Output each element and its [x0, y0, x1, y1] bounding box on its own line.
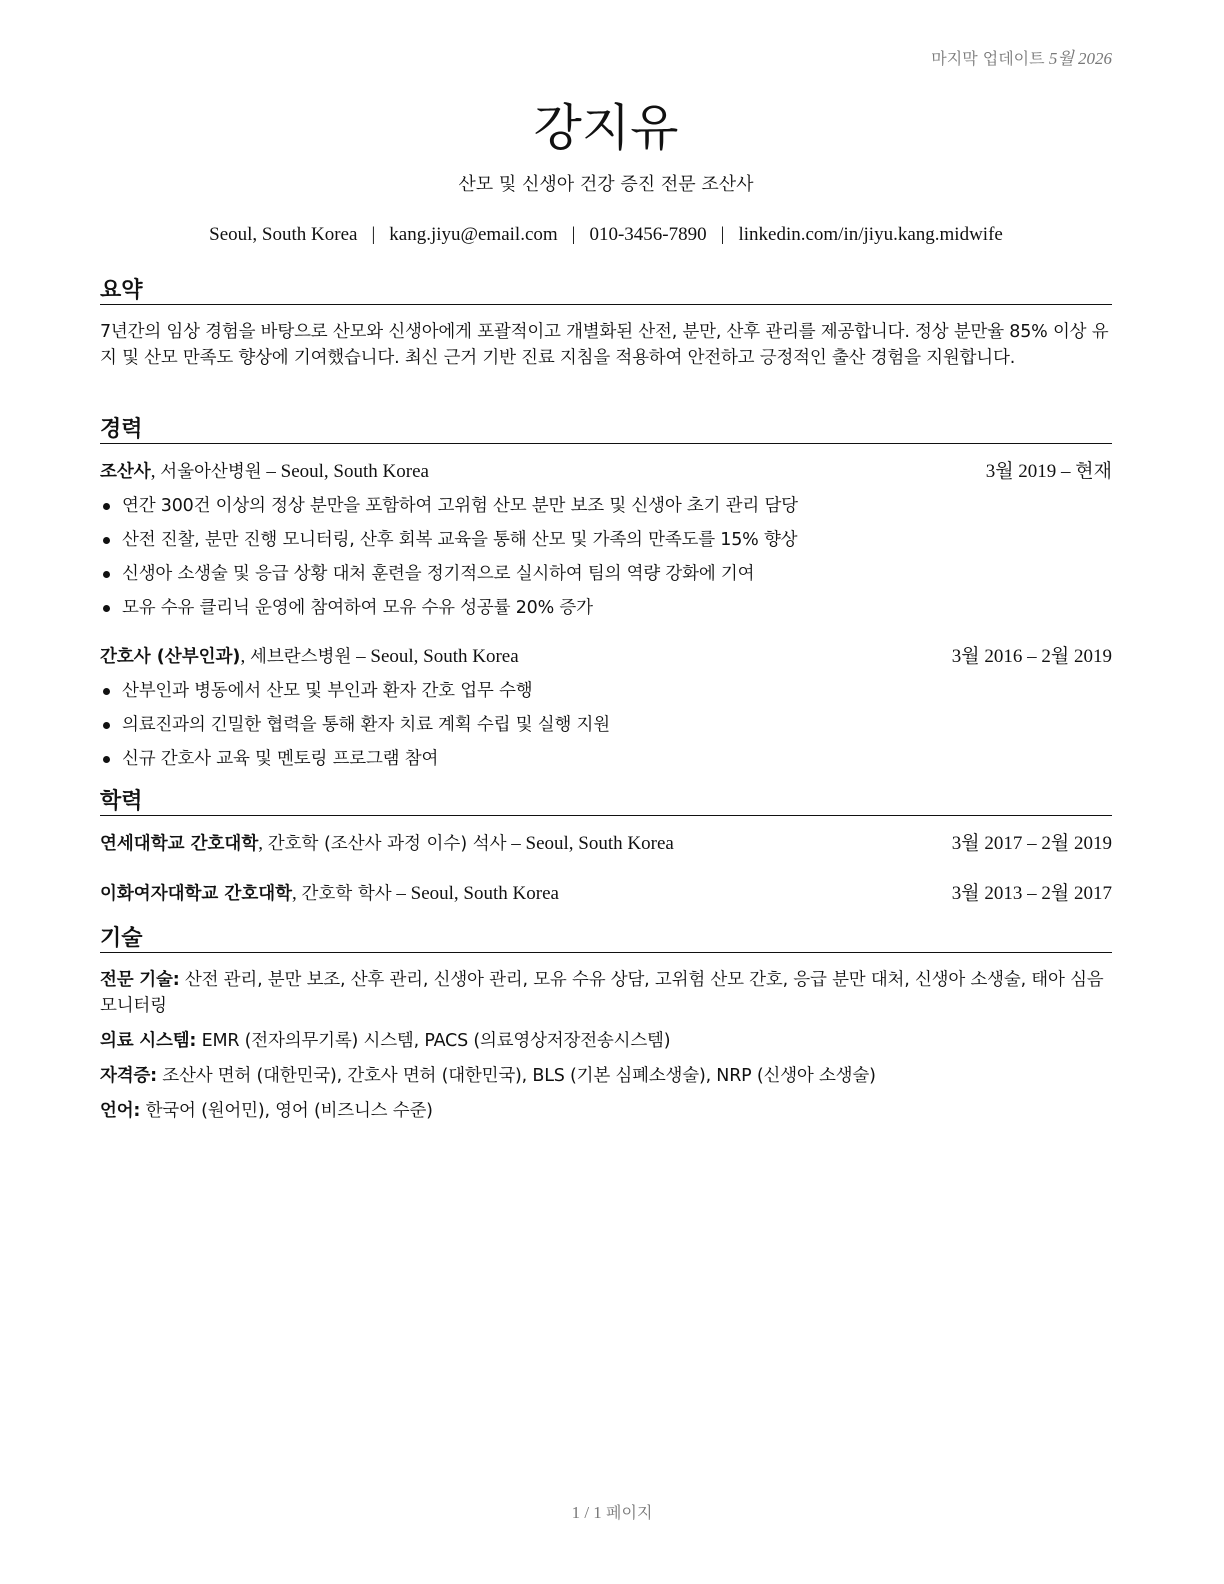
skill-line: [100, 1028, 1112, 1054]
bullet-dot-icon: [103, 688, 110, 695]
experience-entry: [100, 644, 1112, 776]
experience-bullet: [100, 742, 1112, 776]
experience-dates: [986, 459, 1112, 485]
experience-entry-header: [100, 459, 1112, 485]
experience-location: Seoul, South Korea: [370, 646, 519, 667]
experience-bullets: [100, 489, 1112, 625]
experience-entry-heading: 간호사 (산부인과), 세브란스병원 – Seoul, South Korea: [100, 646, 519, 667]
candidate-name: 강지유: [533, 99, 679, 157]
skill-label: 의료 시스템:: [100, 1031, 197, 1051]
education-degree: 간호학 학사: [301, 884, 392, 904]
experience-entry-header: [100, 644, 1112, 670]
skill-label: 언어:: [100, 1101, 141, 1121]
education-location: Seoul, South Korea: [410, 883, 559, 904]
bullet-dot-icon: [103, 605, 110, 612]
experience-dates: [952, 644, 1112, 670]
education-dates: 3월 2013 – 2월 2017: [951, 883, 1112, 904]
bullet-dot-icon: [103, 722, 110, 729]
experience-location: Seoul, South Korea: [280, 461, 429, 482]
bullet-dot-icon: [103, 537, 110, 544]
experience-org: 서울아산병원: [160, 462, 262, 482]
experience-bullet: [100, 674, 1112, 708]
bullet-text: 모유 수유 클리닉 운영에 참여하여 모유 수유 성공률 20% 증가: [122, 598, 593, 618]
education-location: Seoul, South Korea: [525, 833, 674, 854]
summary-text: 7년간의 임상 경험을 바탕으로 산모와 신생아에게 포괄적이고 개별화된 산전, 분만, 산후 관리를 제공합니다. 정상 분만율 85% 이상 유지 및 산모 만족도 향상에 기여했습니다. 최신 근거 기반 진료 지침을 적용하여 안전하고 긍정적인 출산 경험을 지원합니다.: [100, 322, 1109, 368]
education-dates: 3월 2017 – 2월 2019: [951, 833, 1112, 854]
bullet-text: 연간 300건 이상의 정상 분만을 포함하여 고위험 산모 분만 보조 및 신생아 초기 관리 담당: [122, 496, 798, 516]
page-number-value: 1 / 1: [571, 1503, 602, 1522]
education-entry: [100, 831, 1112, 857]
experience-bullet: [100, 591, 1112, 625]
experience-bullet: [100, 523, 1112, 557]
education-school: 연세대학교 간호대학: [100, 834, 259, 854]
experience-role: 조산사: [100, 462, 151, 482]
bullet-text: 산전 진찰, 분만 진행 모니터링, 산후 회복 교육을 통해 산모 및 가족의 만족도를 15% 향상: [122, 530, 798, 550]
education-entry-heading: 연세대학교 간호대학, 간호학 (조산사 과정 이수) 석사 – Seoul, South Korea: [100, 833, 674, 854]
section-title-education: 학력: [100, 787, 1112, 816]
skill-text: 조산사 면허 (대한민국), 간호사 면허 (대한민국), BLS (기본 심폐소생술), NRP (신생아 소생술): [162, 1066, 876, 1086]
page-number-label: 페이지: [606, 1503, 653, 1522]
experience-entry-heading: 조산사, 서울아산병원 – Seoul, South Korea: [100, 461, 429, 482]
bullet-text: 산부인과 병동에서 산모 및 부인과 환자 간호 업무 수행: [122, 681, 533, 701]
education-entry: [100, 881, 1112, 907]
contact-linkedin[interactable]: linkedin.com/in/jiyu.kang.midwife: [738, 224, 1003, 245]
bullet-dot-icon: [103, 571, 110, 578]
contact-line: [100, 224, 1112, 246]
contact-separator: |: [371, 224, 376, 245]
summary-section: [100, 276, 1112, 371]
section-title-summary: 요약: [100, 276, 1112, 305]
section-title-skills: 기술: [100, 924, 1112, 953]
skill-line: [100, 1098, 1112, 1124]
experience-bullet: [100, 557, 1112, 591]
bullet-dot-icon: [103, 503, 110, 510]
experience-org: 세브란스병원: [249, 647, 352, 667]
skills-list: [100, 967, 1112, 1124]
education-entry-heading: 이화여자대학교 간호대학, 간호학 학사 – Seoul, South Korea: [100, 883, 559, 904]
bullet-dot-icon: [103, 756, 110, 763]
education-section: [100, 787, 1112, 907]
page-number: [0, 1500, 1224, 1523]
bullet-text: 신규 간호사 교육 및 멘토링 프로그램 참여: [122, 749, 439, 769]
experience-dates-text: 3월 2016 – 2월 2019: [951, 646, 1112, 667]
bullet-text: 신생아 소생술 및 응급 상황 대처 훈련을 정기적으로 실시하여 팀의 역량 강화에 기여: [122, 564, 755, 584]
experience-section: [100, 415, 1112, 776]
experience-dates-text: 3월 2019 – 현재: [985, 461, 1112, 482]
skill-line: [100, 1063, 1112, 1089]
skill-label: 전문 기술:: [100, 970, 180, 990]
experience-entry: [100, 459, 1112, 625]
experience-role: 간호사 (산부인과): [100, 647, 241, 667]
experience-bullet: [100, 489, 1112, 523]
education-school: 이화여자대학교 간호대학: [100, 884, 293, 904]
skill-text: EMR (전자의무기록) 시스템, PACS (의료영상저장전송시스템): [201, 1031, 671, 1051]
candidate-tagline: 산모 및 신생아 건강 증진 전문 조산사: [458, 174, 754, 195]
skill-text: 한국어 (원어민), 영어 (비즈니스 수준): [145, 1101, 433, 1121]
experience-bullets: [100, 674, 1112, 776]
last-updated: [931, 44, 1112, 69]
skill-text: 산전 관리, 분만 보조, 산후 관리, 신생아 관리, 모유 수유 상담, 고위험 산모 간호, 응급 분만 대처, 신생아 소생술, 태아 심음 모니터링: [100, 970, 1104, 1016]
education-degree: 간호학 (조산사 과정 이수) 석사: [267, 834, 507, 854]
contact-phone: 010-3456-7890: [589, 224, 707, 245]
skill-line: [100, 967, 1112, 1019]
skill-label: 자격증:: [100, 1066, 157, 1086]
contact-location: Seoul, South Korea: [209, 224, 358, 245]
contact-separator: |: [571, 224, 576, 245]
contact-email[interactable]: kang.jiyu@email.com: [389, 224, 558, 245]
resume-page: [100, 0, 1112, 1584]
last-updated-label: 마지막 업데이트: [931, 49, 1045, 68]
section-title-experience: 경력: [100, 415, 1112, 444]
contact-separator: |: [720, 224, 725, 245]
experience-bullet: [100, 708, 1112, 742]
bullet-text: 의료진과의 긴밀한 협력을 통해 환자 치료 계획 수립 및 실행 지원: [122, 715, 610, 735]
last-updated-date: 5월 2026: [1048, 49, 1112, 68]
skills-section: [100, 924, 1112, 1133]
